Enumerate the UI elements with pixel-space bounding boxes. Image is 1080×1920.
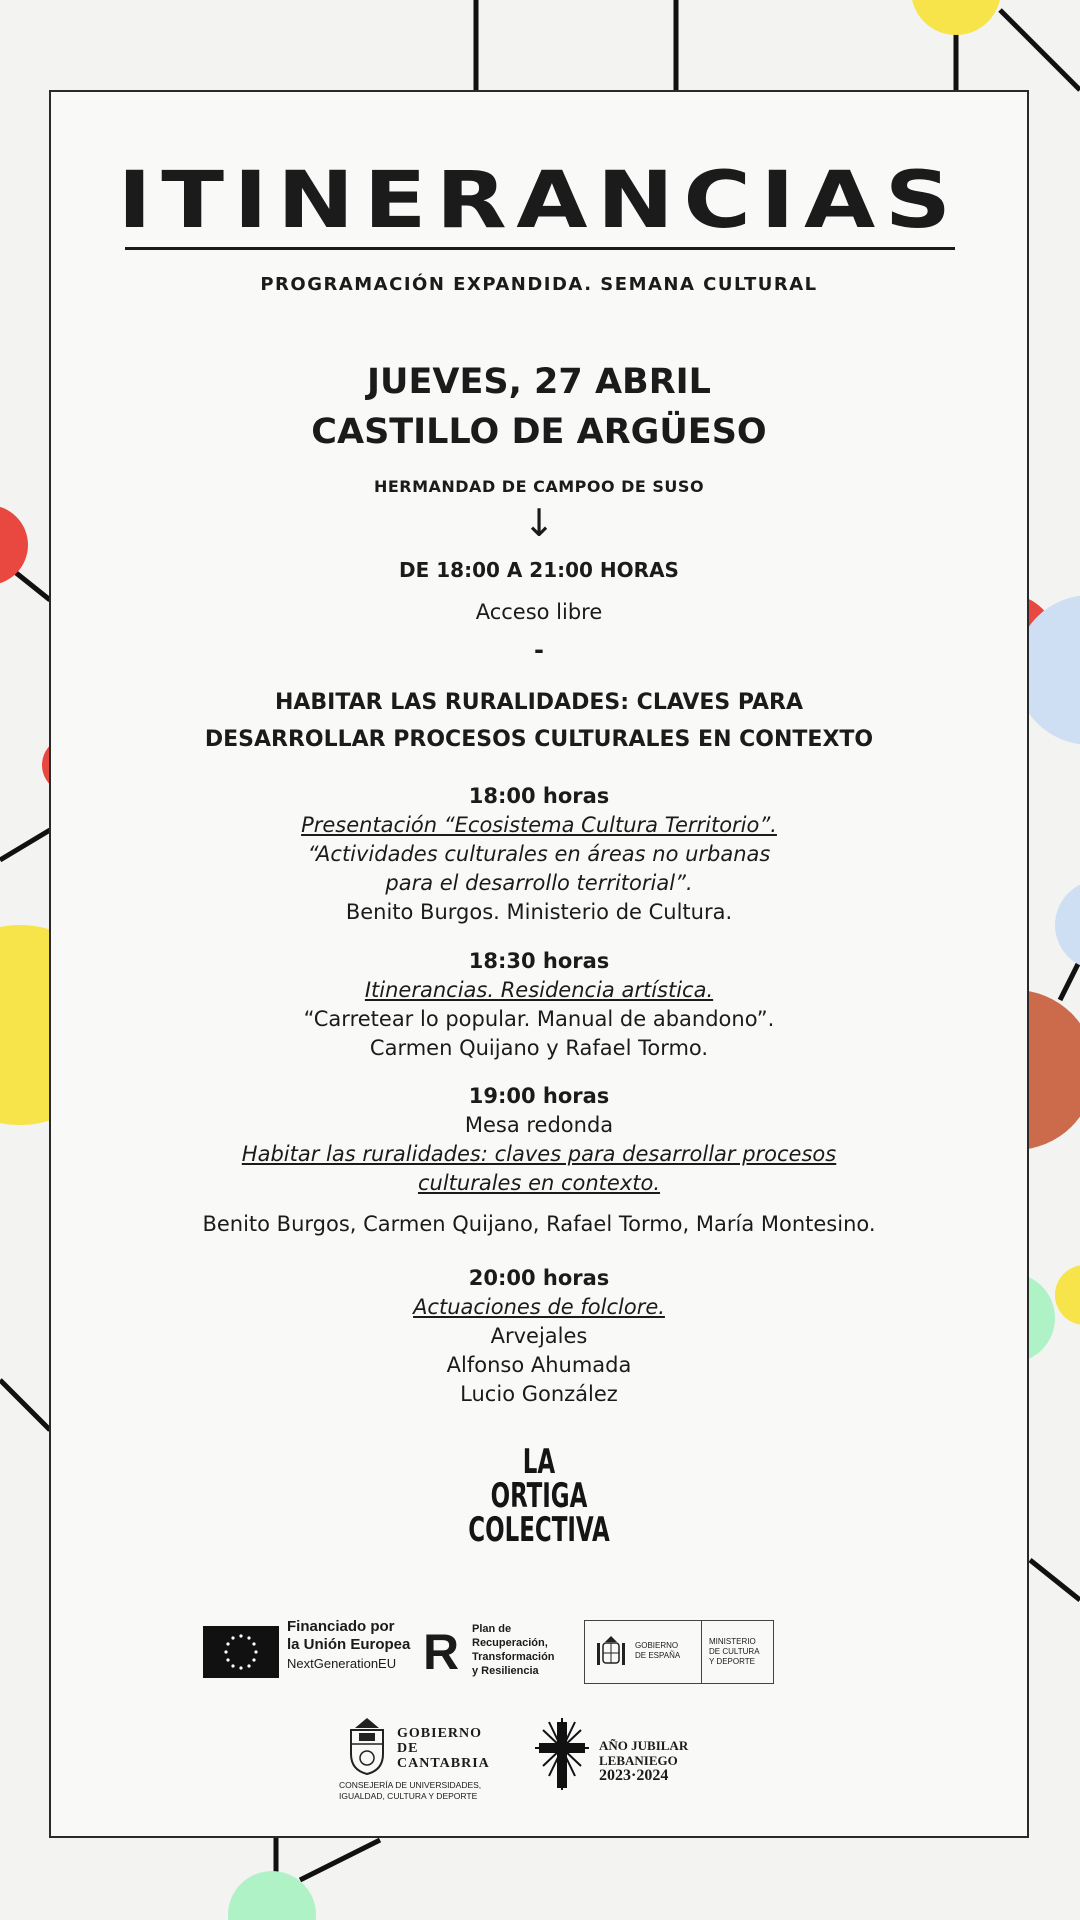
schedule-line: Lucio González [460,1382,618,1406]
theme-line: HABITAR LAS RURALIDADES: CLAVES PARA [274,690,804,715]
poster-subtitle: PROGRAMACIÓN EXPANDIDA. SEMANA CULTURAL [260,274,818,295]
prtr-line: Plan de [472,1623,512,1635]
ano-jubilar-text [599,1738,688,1783]
schedule-time: 18:00 horas [468,784,610,808]
schedule-heading: Habitar las ruralidades: claves para desarrollar procesos [241,1142,837,1166]
schedule-time: 20:00 horas [468,1266,610,1290]
schedule-line: Arvejales [490,1324,588,1348]
schedule-time: 18:30 horas [468,949,610,973]
min-line: Y DEPORTE [709,1657,755,1666]
min-line: DE CULTURA [709,1647,760,1656]
cantabria-text [397,1726,490,1771]
yellow-circle [1055,1265,1080,1325]
poster-title: ITINERANCIAS [117,156,961,246]
schedule-line: para el desarrollo territorial”. [385,871,693,895]
theme-line: DESARROLLAR PROCESOS CULTURALES EN CONTEXTO [204,727,874,752]
gob-line: GOBIERNO [635,1641,679,1650]
schedule-line: “Carretear lo popular. Manual de abandono”. [303,1007,775,1031]
eu-line: Financiado por [287,1618,395,1635]
eu-flag-icon [203,1626,279,1678]
cant-sub-line: IGUALDAD, CULTURA Y DEPORTE [339,1791,478,1801]
arrow-down-icon: ↓ [523,501,555,545]
spain-crest-icon [595,1633,627,1673]
eu-line: la Unión Europea [287,1636,411,1653]
poster-card [49,90,1029,1838]
schedule-line: Benito Burgos. Ministerio de Cultura. [345,900,733,924]
schedule-item [51,947,1027,1063]
schedule-heading: culturales en contexto. [417,1171,661,1195]
prtr-line: y Resiliencia [472,1665,539,1677]
la-ortiga-colectiva-logo [51,1442,1027,1550]
yellow-circle [911,0,1001,35]
ministerio-text [709,1637,760,1667]
gobierno-espana-text [635,1641,680,1661]
schedule-heading: Itinerancias. Residencia artística. [364,978,714,1002]
jub-year: 2023·2024 [599,1767,669,1784]
cant-line: CANTABRIA [397,1756,490,1771]
separator: - [534,636,544,664]
gob-line: DE ESPAÑA [635,1651,681,1660]
prtr-line: Transformación [472,1651,555,1663]
schedule-item [51,782,1027,927]
logo-word: LA [522,1442,556,1482]
schedule-participants: Benito Burgos, Carmen Quijano, Rafael Tormo, María Montesino. [202,1212,876,1236]
schedule-line: Carmen Quijano y Rafael Tormo. [369,1036,709,1060]
cantabria-crest-icon [345,1714,389,1776]
prtr-line: Recuperación, [472,1637,548,1649]
cant-sub-line: CONSEJERÍA DE UNIVERSIDADES, [339,1780,482,1790]
jub-line: AÑO JUBILAR [599,1738,689,1753]
light-blue-circle [1055,880,1080,970]
gobierno-espana-block [585,1621,702,1683]
eu-line: NextGenerationEU [287,1656,397,1671]
eu-funding-text [287,1618,410,1674]
jub-line: LEBANIEGO [599,1753,678,1768]
gobierno-espana-logo [584,1620,774,1684]
event-hours: DE 18:00 A 21:00 HORAS [399,558,679,582]
event-date: JUEVES, 27 ABRIL [367,362,711,402]
cant-line: DE [397,1741,419,1756]
schedule-time: 19:00 horas [468,1084,610,1108]
event-organizer: HERMANDAD DE CAMPOO DE SUSO [373,477,705,496]
bottom-logos-row [51,1708,1027,1808]
schedule-heading: Presentación “Ecosistema Cultura Territorio”. [301,813,777,837]
cant-line: GOBIERNO [397,1726,483,1741]
prtr-logo-icon: R [423,1624,460,1680]
schedule-line: “Actividades culturales en áreas no urbanas [307,842,771,866]
schedule-heading: Actuaciones de folclore. [413,1295,665,1319]
event-venue: CASTILLO DE ARGÜESO [311,412,767,452]
event-access: Acceso libre [475,600,603,624]
schedule-line: Alfonso Ahumada [446,1353,632,1377]
red-circle [0,505,28,585]
sponsor-logos-row [51,1612,1027,1682]
schedule-line: Mesa redonda [464,1113,614,1137]
logo-word: COLECTIVA [468,1510,610,1550]
schedule-item [51,1264,1027,1409]
prtr-text [472,1622,555,1678]
min-line: MINISTERIO [709,1637,756,1646]
schedule-item [51,1082,1027,1239]
lebaniego-cross-icon [531,1716,593,1792]
event-theme [91,684,987,758]
logo-word: ORTIGA [490,1476,588,1516]
consejeria-text [339,1780,481,1802]
title-underline [125,247,955,250]
